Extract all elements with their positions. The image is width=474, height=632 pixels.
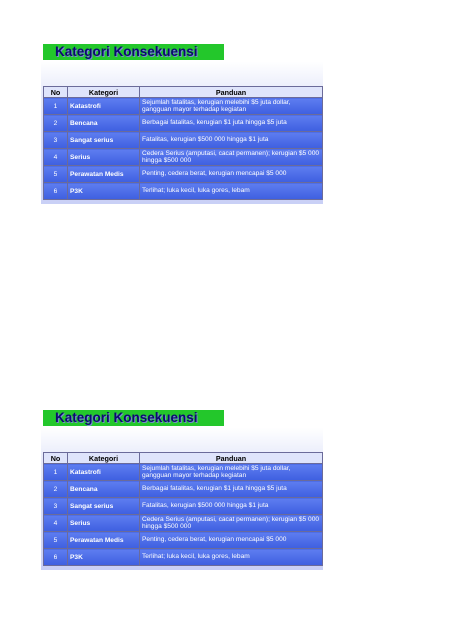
row-no: 5 — [44, 166, 68, 183]
row-kategori: Bencana — [68, 481, 140, 498]
row-no: 3 — [44, 132, 68, 149]
row-kategori: P3K — [68, 183, 140, 200]
row-kategori: Sangat serius — [68, 498, 140, 515]
consequence-table — [43, 86, 323, 200]
table-row — [44, 166, 323, 183]
row-no: 1 — [44, 464, 68, 481]
table-header-row — [44, 87, 323, 98]
table-row — [44, 132, 323, 149]
table-header-row — [44, 453, 323, 464]
slide-2 — [41, 408, 323, 570]
row-kategori: Serius — [68, 149, 140, 166]
row-no: 5 — [44, 532, 68, 549]
row-panduan: Cedera Serius (amputasi, cacat permanen); kerugian $5 000 hingga $500 000 — [140, 515, 323, 532]
consequence-table — [43, 452, 323, 566]
row-panduan: Fatalitas, kerugian $500 000 hingga $1 juta — [140, 498, 323, 515]
row-no: 6 — [44, 549, 68, 566]
header-kategori: Kategori — [68, 87, 140, 98]
row-panduan: Berbagai fatalitas, kerugian $1 juta hingga $5 juta — [140, 481, 323, 498]
header-no: No — [44, 87, 68, 98]
row-panduan: Berbagai fatalitas, kerugian $1 juta hingga $5 juta — [140, 115, 323, 132]
table-row — [44, 549, 323, 566]
row-panduan: Penting, cedera berat, kerugian mencapai $5 000 — [140, 532, 323, 549]
table-row — [44, 481, 323, 498]
row-no: 1 — [44, 98, 68, 115]
header-kategori: Kategori — [68, 453, 140, 464]
table-row — [44, 149, 323, 166]
row-panduan: Terlihat; luka kecil, luka gores, lebam — [140, 183, 323, 200]
row-panduan: Fatalitas, kerugian $500 000 hingga $1 juta — [140, 132, 323, 149]
table-row — [44, 98, 323, 115]
slide-1 — [41, 42, 323, 204]
row-panduan: Penting, cedera berat, kerugian mencapai $5 000 — [140, 166, 323, 183]
row-no: 6 — [44, 183, 68, 200]
header-panduan: Panduan — [140, 453, 323, 464]
table-row — [44, 464, 323, 481]
row-no: 4 — [44, 149, 68, 166]
table-row — [44, 498, 323, 515]
row-kategori: Katastrofi — [68, 464, 140, 481]
row-no: 3 — [44, 498, 68, 515]
row-panduan: Cedera Serius (amputasi, cacat permanen); kerugian $5 000 hingga $500 000 — [140, 149, 323, 166]
header-no: No — [44, 453, 68, 464]
row-kategori: Perawatan Medis — [68, 532, 140, 549]
table-row — [44, 183, 323, 200]
row-no: 2 — [44, 115, 68, 132]
row-no: 4 — [44, 515, 68, 532]
slide-title: Kategori Konsekuensi — [43, 44, 224, 60]
row-kategori: Bencana — [68, 115, 140, 132]
row-no: 2 — [44, 481, 68, 498]
row-kategori: Serius — [68, 515, 140, 532]
row-kategori: Sangat serius — [68, 132, 140, 149]
row-kategori: Perawatan Medis — [68, 166, 140, 183]
table-row — [44, 532, 323, 549]
row-panduan: Terlihat; luka kecil, luka gores, lebam — [140, 549, 323, 566]
row-kategori: P3K — [68, 549, 140, 566]
row-panduan: Sejumlah fatalitas, kerugian melebihi $5 juta dollar, gangguan mayor terhadap kegiatan — [140, 464, 323, 481]
table-row — [44, 515, 323, 532]
header-panduan: Panduan — [140, 87, 323, 98]
row-panduan: Sejumlah fatalitas, kerugian melebihi $5 juta dollar, gangguan mayor terhadap kegiatan — [140, 98, 323, 115]
table-row — [44, 115, 323, 132]
slide-title: Kategori Konsekuensi — [43, 410, 224, 426]
row-kategori: Katastrofi — [68, 98, 140, 115]
